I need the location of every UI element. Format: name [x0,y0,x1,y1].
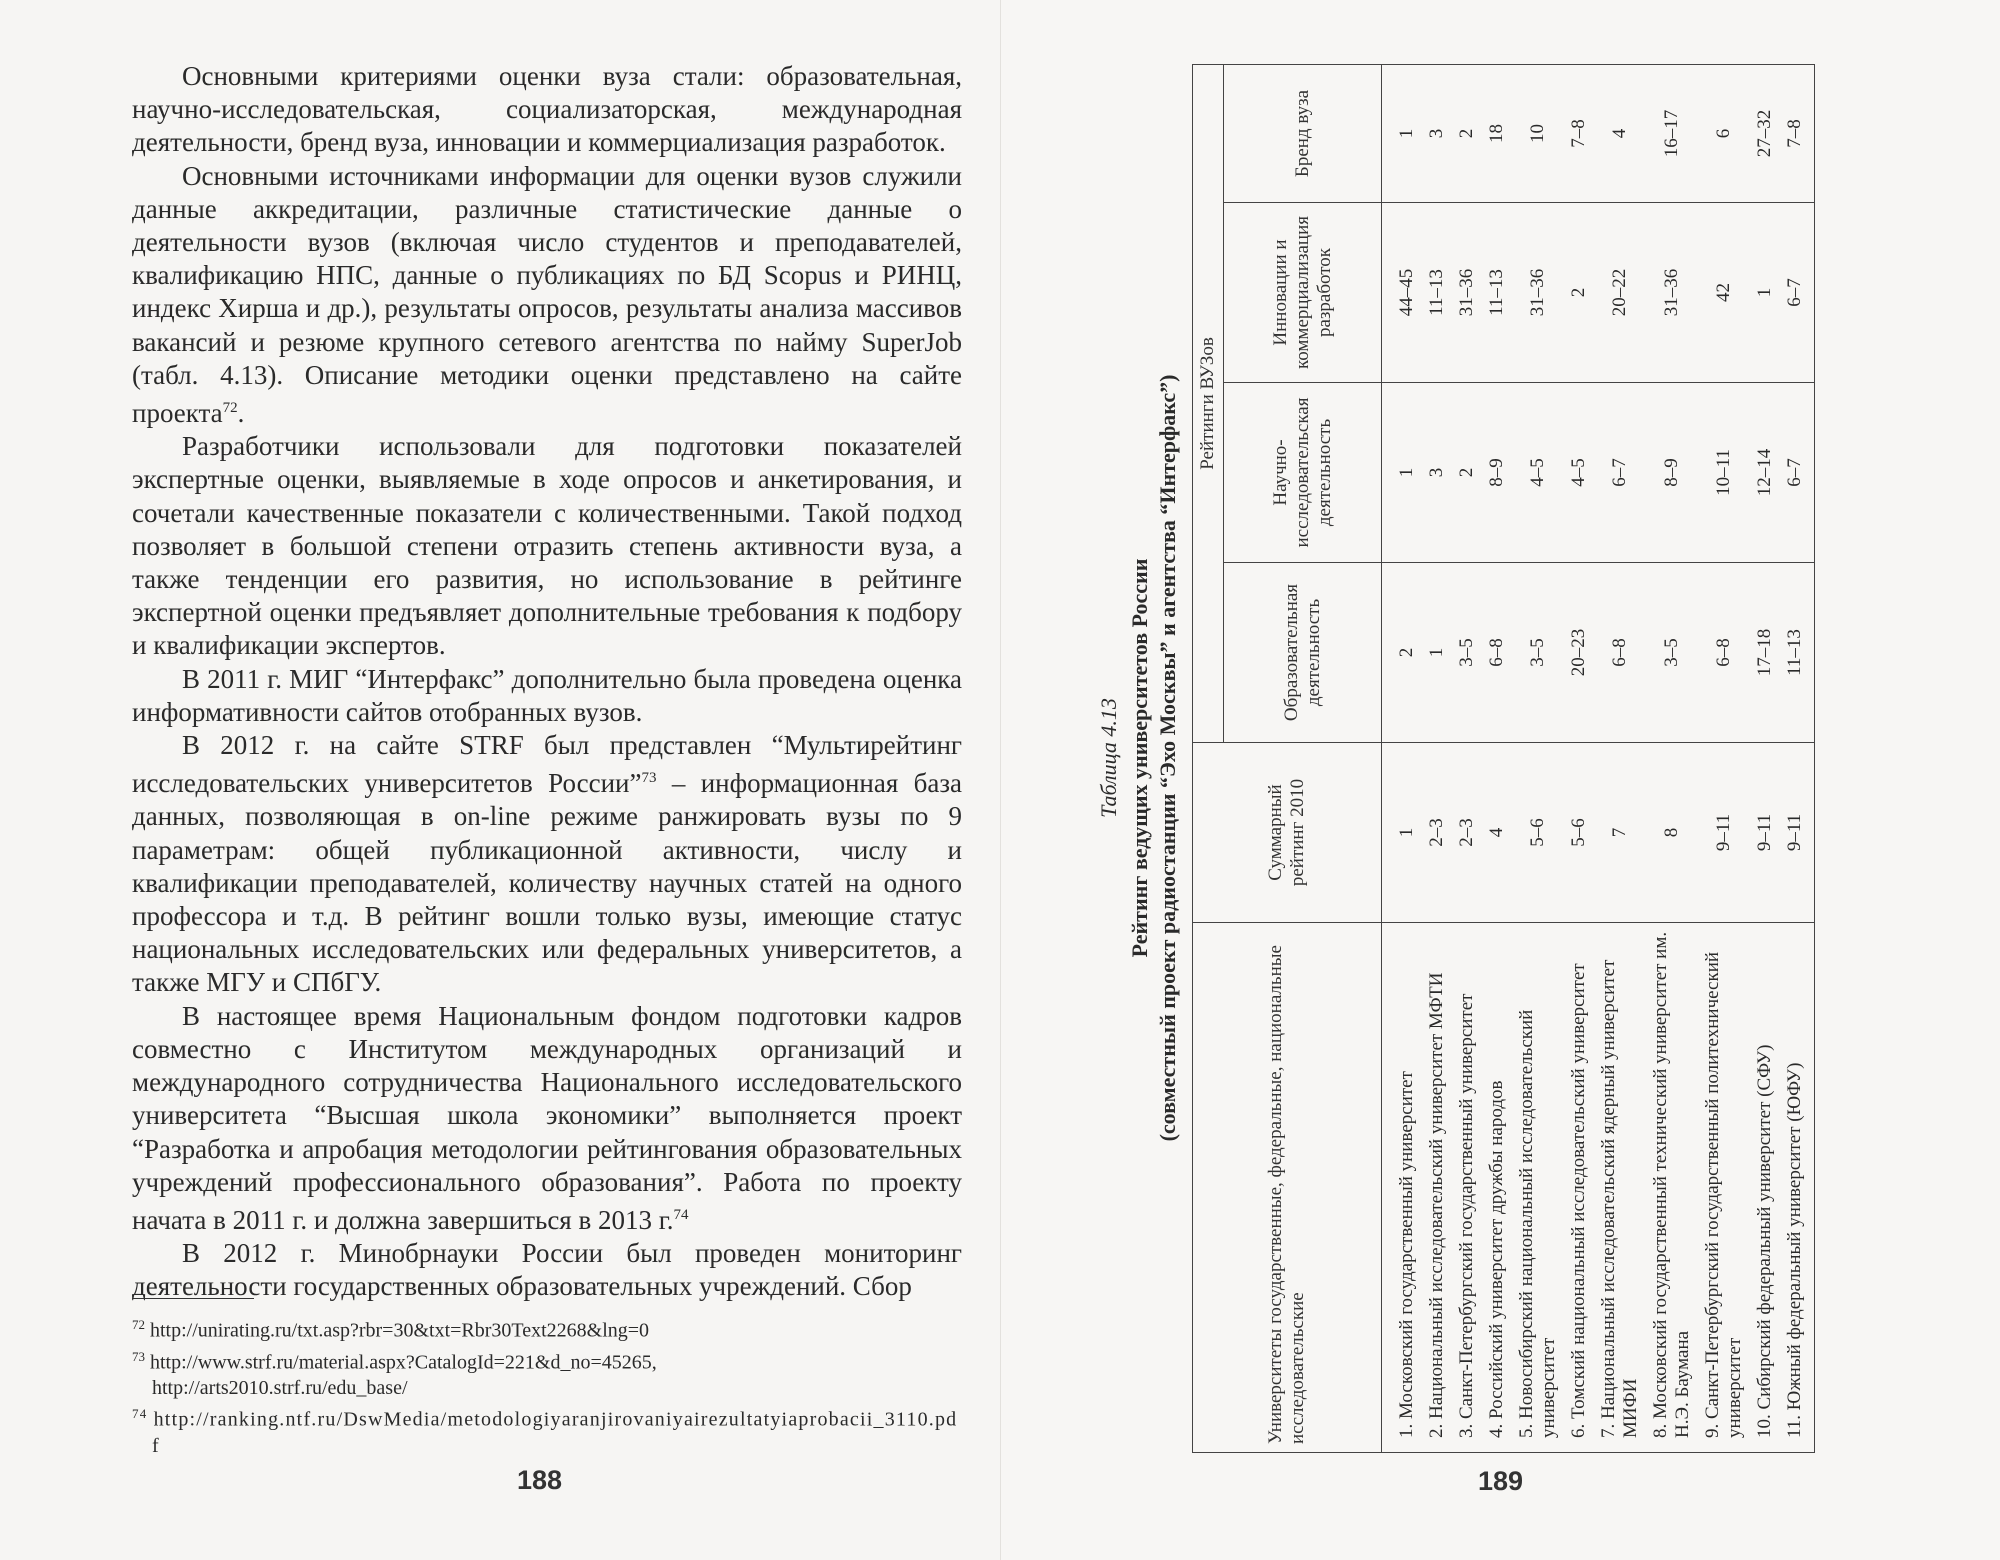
cell-edu: 6–8 [1594,563,1646,743]
cell-edu: 11–13 [1780,563,1815,743]
cell-edu: 2 [1382,563,1423,743]
footnote-link[interactable]: http://www.strf.ru/material.aspx?CatalogId=221&d_no=45265, http://arts2010.strf.ru/edu_base/ [150,1351,707,1400]
cell-brand: 3 [1422,64,1452,202]
cell-brand: 10 [1512,64,1564,202]
table-row [1482,64,1512,1452]
cell-research: 8–9 [1646,383,1698,563]
cell-university: 6. Томский национальный исследовательский университет [1564,923,1594,1453]
cell-edu: 3–5 [1512,563,1564,743]
cell-research: 4–5 [1512,383,1564,563]
cell-edu: 20–23 [1564,563,1594,743]
cell-innov: 6–7 [1780,203,1815,383]
footnote-number: 72 [132,1317,145,1332]
cell-innov: 44–45 [1382,203,1423,383]
table-row [1698,64,1750,1452]
table-row [1594,64,1646,1452]
cell-research: 8–9 [1482,383,1512,563]
paragraph-text: Разработчики использовали для подготовки показателей экспертные оценки, выявляемые в ходе опросов и анкетирования, и сочетали качественные показатели с количественными. Такой подход позволяет в большой степени отразить степень активности вуза, а также тенденции его развития, но использование в рейтинге экспертной оценки предъявляет дополнительные требования к подбору и квалификации экспертов. [132,431,962,661]
cell-research: 12–14 [1750,383,1780,563]
col-header-research: Научно-исследовательская деятельность [1224,383,1382,563]
table-title [1126,63,1182,1453]
cell-university: 5. Новосибирский национальный исследовательский университет [1512,923,1564,1453]
cell-summary: 9–11 [1750,743,1780,923]
table-header-row [1193,64,1224,1452]
cell-brand: 6 [1698,64,1750,202]
cell-innov: 1 [1750,203,1780,383]
footnote-divider [132,1298,254,1299]
page-number: 188 [517,1465,563,1495]
footnote-link[interactable]: http://ranking.ntf.ru/DswMedia/metodologiyaranjirovaniyairezultatyiaprobacii_3110.pdf [152,1408,958,1457]
footnote-link[interactable]: http://unirating.ru/txt.asp?rbr=30&txt=Rbr30Text2268&lng=0 [150,1319,650,1342]
cell-research: 6–7 [1594,383,1646,563]
cell-research: 4–5 [1564,383,1594,563]
table-number: Таблица 4.13 [1096,698,1121,818]
cell-innov: 11–13 [1422,203,1452,383]
cell-edu: 17–18 [1750,563,1780,743]
paragraph-text: В 2011 г. МИГ “Интерфакс” дополнительно была проведена оценка информативности сайтов отобранных вузов. [132,663,962,727]
cell-university: 10. Сибирский федеральный университет (СФУ) [1750,923,1780,1453]
rotated-table-block [1082,63,1902,1453]
table-row [1382,64,1423,1452]
cell-innov: 42 [1698,203,1750,383]
table-row [1452,64,1482,1452]
table-row [1564,64,1594,1452]
ranking-table [1192,64,1815,1453]
cell-brand: 27–32 [1750,64,1780,202]
footnote [132,1344,962,1402]
table-row [1512,64,1564,1452]
footnote-ref[interactable]: 72 [222,400,238,417]
cell-summary: 5–6 [1564,743,1594,923]
cell-university: 11. Южный федеральный университет (ЮФУ) [1780,923,1815,1453]
cell-edu: 6–8 [1482,563,1512,743]
table-title-line: (совместный проект радиостанции “Эхо Москвы” и агентства “Интерфакс”) [1155,374,1180,1142]
cell-edu: 1 [1422,563,1452,743]
cell-university: 7. Национальный исследовательский ядерный университет МИФИ [1594,923,1646,1453]
cell-edu: 6–8 [1698,563,1750,743]
cell-summary: 2–3 [1422,743,1452,923]
cell-summary: 1 [1382,743,1423,923]
paragraph [132,1237,962,1303]
table-row [1646,64,1698,1452]
col-header-summary: Суммарный рейтинг 2010 [1193,743,1382,923]
cell-brand: 7–8 [1564,64,1594,202]
col-header-group: Рейтинги ВУЗов [1193,64,1224,742]
paragraph-text: – информационная база данных, позволяющая в on-line режиме ранжировать вузы по 9 параметрам: общей публикационной активности, числу и квалификации преподавателей, количеству научных статей на одного профессора и т.д. В рейтинг вошли только вузы, имеющие статус национальных исследовательских или федеральных университетов, а также МГУ и СПбГУ. [132,768,962,998]
cell-innov: 31–36 [1646,203,1698,383]
body-text [132,60,962,1304]
paragraph-text: В 2012 г. на сайте STRF был представлен “Мультирейтинг исследовательских университетов России” [132,730,962,799]
cell-university: 4. Российский университет дружбы народов [1482,923,1512,1453]
paragraph-text: . [237,398,245,429]
cell-research: 3 [1422,383,1452,563]
cell-summary: 5–6 [1512,743,1564,923]
cell-edu: 3–5 [1646,563,1698,743]
cell-research: 2 [1452,383,1482,563]
cell-brand: 2 [1452,64,1482,202]
cell-summary: 7 [1594,743,1646,923]
table-row [1780,64,1815,1452]
col-header-university: Университеты государственные, федеральные, национальные исследовательские [1193,923,1382,1453]
cell-edu: 3–5 [1452,563,1482,743]
cell-summary: 9–11 [1698,743,1750,923]
cell-university: 1. Московский государственный университет [1382,923,1423,1453]
paragraph-text: В 2012 г. Минобрнауки России был проведен мониторинг деятельности государственных образовательных учреждений. Сбор [132,1238,962,1302]
cell-brand: 4 [1594,64,1646,202]
table-row [1422,64,1452,1452]
footnote [132,1312,962,1344]
cell-innov: 2 [1564,203,1594,383]
table-title-line: Рейтинг ведущих университетов России [1127,558,1152,958]
cell-summary: 2–3 [1452,743,1482,923]
cell-research: 6–7 [1780,383,1815,563]
cell-brand: 18 [1482,64,1512,202]
cell-university: 3. Санкт-Петербургский государственный университет [1452,923,1482,1453]
footnote [132,1401,962,1459]
cell-research: 1 [1382,383,1423,563]
footnote-ref[interactable]: 74 [673,1206,689,1223]
cell-summary: 9–11 [1780,743,1815,923]
cell-brand: 7–8 [1780,64,1815,202]
cell-university: 9. Санкт-Петербургский государственный политехнический университет [1698,923,1750,1453]
paragraph [132,60,962,160]
cell-innov: 31–36 [1512,203,1564,383]
footnote-ref[interactable]: 73 [641,770,657,787]
paragraph [132,430,962,662]
cell-summary: 8 [1646,743,1698,923]
cell-brand: 1 [1382,64,1423,202]
paragraph-text: В настоящее время Национальным фондом подготовки кадров совместно с Институтом международных организаций и международного сотрудничества Национального исследовательского университета “Высшая школа экономики” выполняется проект “Разработка и апробация методологии рейтингования образовательных учреждений профессионального образования”. Работа по проекту начата в 2011 г. и должна завершиться в 2013 г. [132,1000,962,1235]
paragraph [132,663,962,729]
cell-summary: 4 [1482,743,1512,923]
cell-university: 2. Национальный исследовательский университет МФТИ [1422,923,1452,1453]
page-number: 189 [1478,1466,1524,1496]
footnotes [132,1312,962,1459]
paragraph-text: Основными критериями оценки вуза стали: образовательная, научно-исследовательская, социализаторская, международная деятельности, бренд вуза, инновации и коммерциализация разработок. [132,61,962,158]
paragraph [132,729,962,1000]
cell-brand: 16–17 [1646,64,1698,202]
table-row [1750,64,1780,1452]
col-header-brand: Бренд вуза [1224,64,1382,202]
col-header-innov: Инновации и коммерциализация разработок [1224,203,1382,383]
paragraph [132,160,962,431]
col-header-edu: Образовательная деятельность [1224,563,1382,743]
paragraph [132,1000,962,1237]
cell-innov: 31–36 [1452,203,1482,383]
footnote-number: 74 [132,1406,148,1422]
footnote-number: 73 [132,1348,145,1364]
paragraph-text: Основными источниками информации для оценки вузов служили данные аккредитации, различные статистические данные о деятельности вузов (включая число студентов и преподавателей, квалификацию НПС, данные о публикациях по БД Scopus и РИНЦ, индекс Хирша и др.), результаты опросов, результаты анализа массивов вакансий и резюме крупного сетевого агентства по найму SuperJob (табл. 4.13). Описание методики оценки представлено на сайте проекта [132,160,962,429]
cell-innov: 20–22 [1594,203,1646,383]
cell-university: 8. Московский государственный технический университет им. Н.Э. Баумана [1646,923,1698,1453]
cell-research: 10–11 [1698,383,1750,563]
cell-innov: 11–13 [1482,203,1512,383]
